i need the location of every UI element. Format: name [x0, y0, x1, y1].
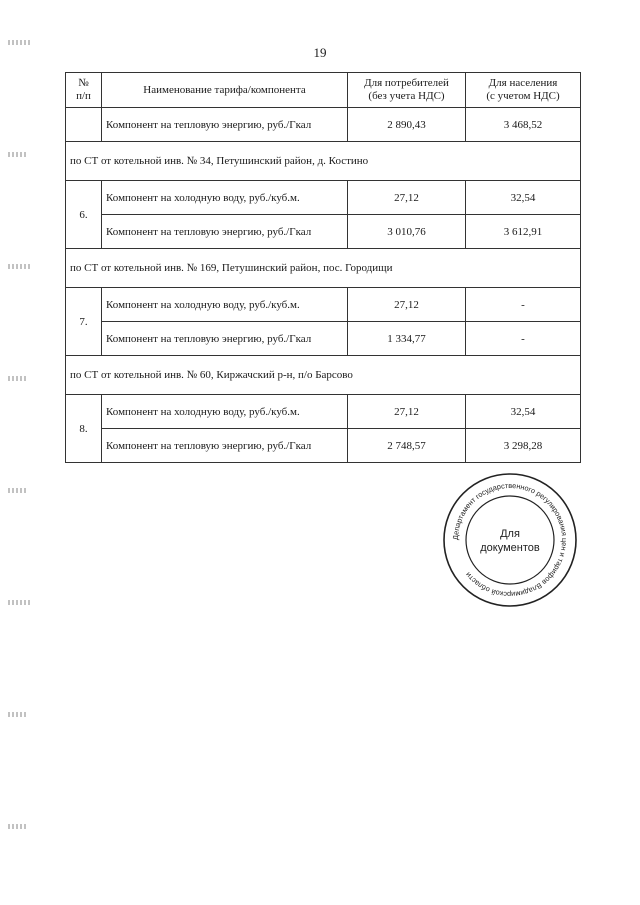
scan-artifact: [8, 152, 26, 157]
stamp-center-line1: Для: [500, 528, 520, 540]
tariff-consumers-value: 3 010,76: [348, 215, 466, 249]
row-number: 8.: [66, 395, 102, 463]
tariff-name: Компонент на тепловую энергию, руб./Гкал: [102, 108, 348, 142]
tariff-name: Компонент на холодную воду, руб./куб.м.: [102, 181, 348, 215]
tariff-consumers-value: 1 334,77: [348, 322, 466, 356]
tariff-population-value: 3 612,91: [466, 215, 581, 249]
table-row: [66, 181, 581, 215]
scan-artifact: [8, 488, 28, 493]
tariff-population-value: 32,54: [466, 181, 581, 215]
tariff-consumers-value: 2 748,57: [348, 429, 466, 463]
table-row: [66, 395, 581, 429]
tariff-consumers-value: 27,12: [348, 395, 466, 429]
row-number-cell: [66, 108, 102, 142]
tariff-population-value: 3 468,52: [466, 108, 581, 142]
tariff-consumers-value: 2 890,43: [348, 108, 466, 142]
header-num: № п/п: [66, 73, 102, 108]
scan-artifact: [8, 824, 26, 829]
tariff-name: Компонент на тепловую энергию, руб./Гкал: [102, 429, 348, 463]
header-consumers: Для потребителей (без учета НДС): [348, 73, 466, 108]
page-number: 19: [313, 45, 327, 60]
scan-artifact: [8, 712, 28, 717]
table-row: [66, 429, 581, 463]
tariff-population-value: 3 298,28: [466, 429, 581, 463]
tariff-consumers-value: 27,12: [348, 181, 466, 215]
tariff-name: Компонент на тепловую энергию, руб./Гкал: [102, 322, 348, 356]
row-number: 7.: [66, 288, 102, 356]
scan-artifact: [8, 40, 32, 45]
group-title: по СТ от котельной инв. № 34, Петушинский район, д. Костино: [66, 142, 581, 181]
tariff-name: Компонент на холодную воду, руб./куб.м.: [102, 395, 348, 429]
table-row: [66, 288, 581, 322]
scan-artifact: [8, 600, 30, 605]
tariff-consumers-value: 27,12: [348, 288, 466, 322]
stamp-ring-text: Департамент государственного регулирования цен и тарифов Владимирской области: [450, 480, 570, 600]
table-row: [66, 108, 581, 142]
scan-artifact: [8, 264, 30, 269]
tariff-population-value: 32,54: [466, 395, 581, 429]
tariff-name: Компонент на тепловую энергию, руб./Гкал: [102, 215, 348, 249]
group-row: [66, 249, 581, 288]
group-title: по СТ от котельной инв. № 169, Петушинский район, пос. Городищи: [66, 249, 581, 288]
department-stamp: [440, 470, 580, 610]
tariff-population-value: -: [466, 288, 581, 322]
group-title: по СТ от котельной инв. № 60, Киржачский р-н, п/о Барсово: [66, 356, 581, 395]
table-row: [66, 215, 581, 249]
scan-artifact: [8, 376, 28, 381]
table-row: [66, 322, 581, 356]
stamp-center-line2: документов: [480, 542, 540, 554]
group-row: [66, 356, 581, 395]
tariff-table: [65, 72, 581, 463]
row-number: 6.: [66, 181, 102, 249]
tariff-population-value: -: [466, 322, 581, 356]
header-population: Для населения (с учетом НДС): [466, 73, 581, 108]
header-name: Наименование тарифа/компонента: [102, 73, 348, 108]
table-header-row: [66, 73, 581, 108]
tariff-name: Компонент на холодную воду, руб./куб.м.: [102, 288, 348, 322]
group-row: [66, 142, 581, 181]
